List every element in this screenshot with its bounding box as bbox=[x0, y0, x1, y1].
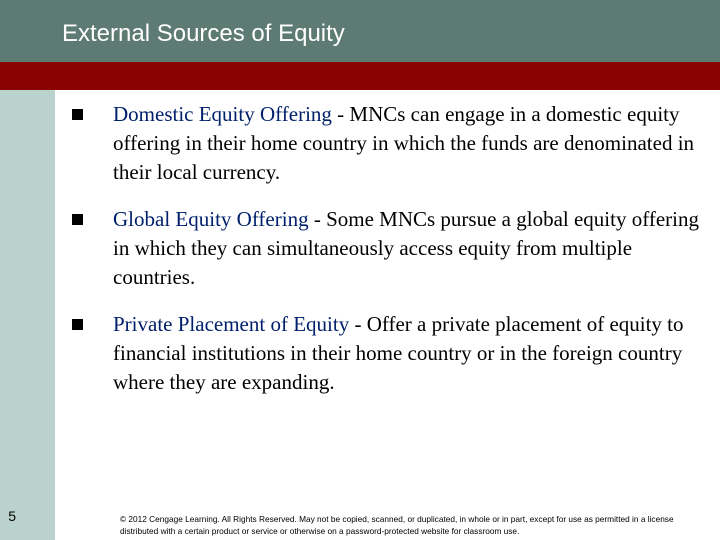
slide-title: External Sources of Equity bbox=[62, 20, 345, 47]
bullet-text: MNCs can engage in a domestic equity offering in their home country in which the funds are denominated in their local currency. bbox=[113, 102, 695, 184]
bullet-separator: - bbox=[308, 207, 327, 231]
square-bullet-icon bbox=[72, 214, 83, 225]
square-bullet-icon bbox=[72, 319, 83, 330]
bullet-item-global-equity-offering bbox=[72, 205, 702, 292]
bullet-term: Global Equity Offering bbox=[113, 207, 309, 231]
slide-number: 5 bbox=[8, 508, 16, 524]
bullet-text: Offer a private placement of equity to financial institutions in their home country or in the foreign country where they are expanding. bbox=[113, 312, 684, 394]
bullet-item-domestic-equity-offering bbox=[72, 100, 702, 187]
bullet-item-private-placement-of-equity bbox=[72, 310, 702, 397]
bullet-text: Some MNCs pursue a global equity offering in which they can simultaneously access equity from multiple countries. bbox=[113, 207, 699, 289]
bullet-list bbox=[72, 100, 702, 415]
accent-bar bbox=[0, 62, 720, 90]
bullet-separator: - bbox=[349, 312, 367, 336]
copyright-notice: © 2012 Cengage Learning. All Rights Reserved. May not be copied, scanned, or duplicated, in whole or in part, except for use as permitted in a license distributed with a certain product or service or otherwise on a password-protected website for classroom use. bbox=[120, 514, 674, 536]
bullet-term: Private Placement of Equity bbox=[113, 312, 350, 336]
left-side-band bbox=[0, 62, 55, 540]
bullet-term: Domestic Equity Offering bbox=[113, 102, 332, 126]
bullet-separator: - bbox=[331, 102, 350, 126]
square-bullet-icon bbox=[72, 109, 83, 120]
